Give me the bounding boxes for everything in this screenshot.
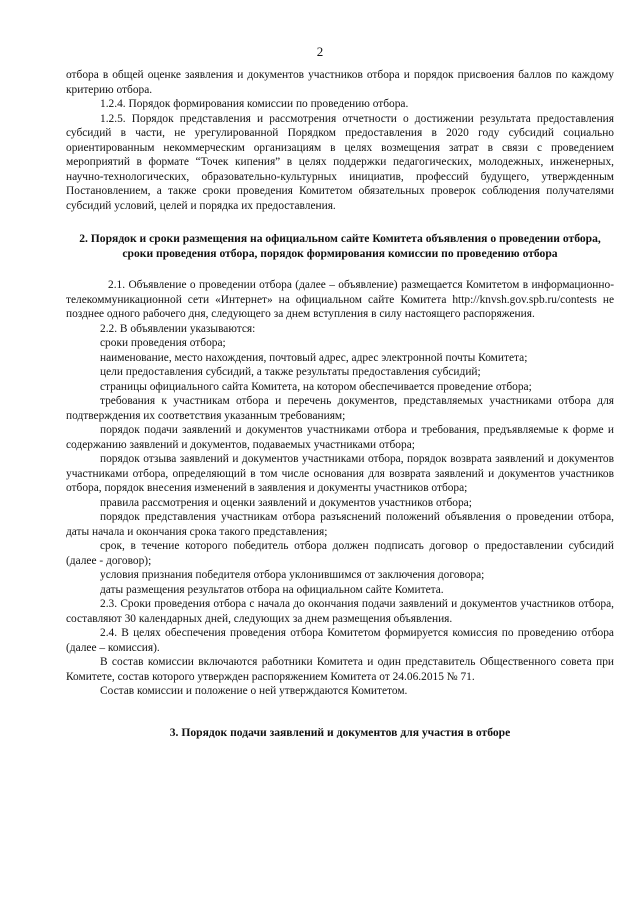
document-body (66, 68, 614, 740)
paragraph-1-2-4: 1.2.4. Порядок формирования комиссии по проведению отбора. (100, 98, 409, 110)
list-item: страницы официального сайта Комитета, на котором обеспечивается проведение отбора; (100, 380, 532, 393)
list-item: правила рассмотрения и оценки заявлений и документов участников отбора; (100, 496, 472, 509)
section-2-heading: 2. Порядок и сроки размещения на официальном сайте Комитета объявления о проведении отбора, сроки проведения отбора, порядок формирования комиссии по проведению отбора (79, 232, 601, 260)
list-item: порядок представления участникам отбора разъяснений положений объявления о проведении отбора, даты начала и окончания срока такого представления; (66, 511, 614, 538)
paragraph-2-2: 2.2. В объявлении указываются: (100, 322, 256, 335)
list-item: сроки проведения отбора; (100, 337, 226, 349)
list-item: условия признания победителя отбора уклонившимся от заключения договора; (100, 569, 485, 581)
paragraph-1-2-5: 1.2.5. Порядок представления и рассмотрения отчетности о достижении результата предоставления субсидий в части, не урегулированной Порядком предоставления в 2020 году субсидий социально ориентированным некоммерческим организациям в целях возмещения затрат в связи с проведением мероприятий в формате “Точек кипения” в целях поддержки педагогических, молодежных, инженерных, научно-технологических, образовательно-культурных инициатив, профессий будущего, утвержденным Постановлением, а также сроки проведения Комитетом обязательных проверок соблюдения получателями субсидий условий, целей и порядка их предоставления. (66, 112, 614, 212)
list-item: требования к участникам отбора и перечень документов, представляемых участниками отбора для подтверждения их соответствия указанным требованиям; (66, 395, 614, 422)
paragraph-criteria-continuation: отбора в общей оценке заявления и документов участников отбора и порядок присвоения баллов по каждому критерию отбора. (66, 69, 614, 96)
paragraph-commission-composition: В состав комиссии включаются работники Комитета и один представитель Общественного совета при Комитете, состав которого утвержден распоряжением Комитета от 24.06.2015 № 71. (66, 656, 614, 683)
list-item: даты размещения результатов отбора на официальном сайте Комитета. (100, 583, 444, 596)
paragraph-2-4: 2.4. В целях обеспечения проведения отбора Комитетом формируется комиссия по проведению отбора (далее – комиссия). (66, 627, 614, 654)
page-number: 2 (316, 44, 324, 59)
list-item: порядок подачи заявлений и документов участниками отбора и требования, предъявляемые к форме и содержанию заявлений и документов, подаваемых участниками отбора; (66, 424, 614, 451)
list-item: цели предоставления субсидий, а также результаты предоставления субсидий; (100, 366, 481, 378)
list-item: порядок отзыва заявлений и документов участниками отбора, порядок возврата заявлений и документов участниками отбора, определяющий в том числе основания для возврата заявлений и документов участников отбора, порядок внесения изменений в заявления и документы участников отбора; (66, 453, 614, 494)
paragraph-commission-approval: Состав комиссии и положение о ней утверждаются Комитетом. (100, 685, 408, 697)
paragraph-2-3: 2.3. Сроки проведения отбора с начала до окончания подачи заявлений и документов участников отбора, составляют 30 календарных дней, следующих за днем размещения объявления. (66, 598, 614, 625)
paragraph-2-1: 2.1. Объявление о проведении отбора (далее – объявление) размещается Комитетом в информационно-телекоммуникационной сети «Интернет» на официальном сайте Комитета http://knvsh.gov.spb.ru/contests не позднее одного рабочего дня, следующего за днем вступления в силу настоящего распоряжения. (66, 279, 614, 320)
list-item: наименование, место нахождения, почтовый адрес, адрес электронной почты Комитета; (100, 351, 528, 364)
section-3-heading: 3. Порядок подачи заявлений и документов для участия в отборе (169, 725, 511, 739)
list-item: срок, в течение которого победитель отбора должен подписать договор о предоставлении субсидий (далее - договор); (66, 540, 614, 567)
